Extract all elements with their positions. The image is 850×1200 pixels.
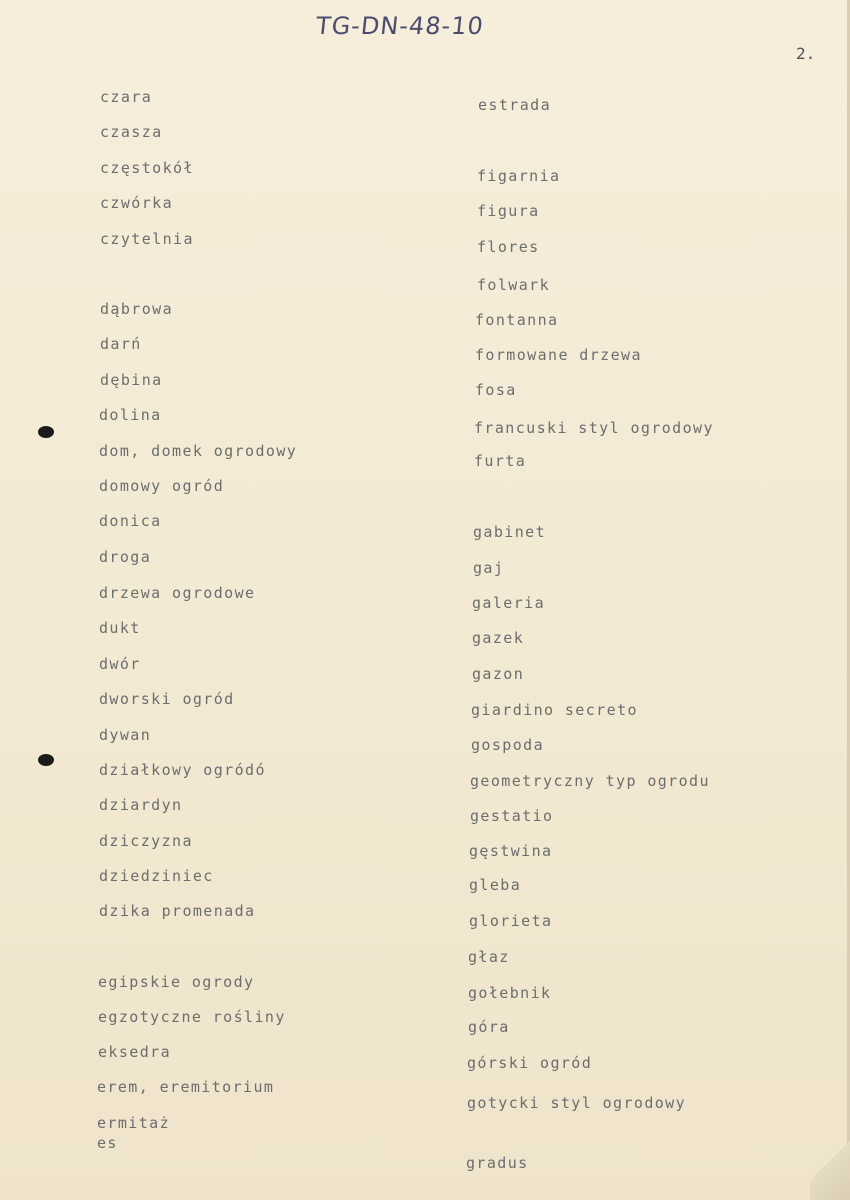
list-item: glorieta xyxy=(469,912,553,930)
list-item: furta xyxy=(474,452,527,470)
list-item: dziczyzna xyxy=(99,832,193,850)
list-item: fosa xyxy=(475,381,517,399)
list-item: gaj xyxy=(473,559,505,577)
list-item: dom, domek ogrodowy xyxy=(99,442,298,460)
list-item: dębina xyxy=(100,371,163,389)
list-item: domowy ogród xyxy=(99,477,225,495)
list-item: estrada xyxy=(478,96,552,114)
list-item: czasza xyxy=(100,123,163,141)
list-item: dolina xyxy=(99,406,162,424)
list-item: dziedziniec xyxy=(99,867,214,885)
list-item: działkowy ogródó xyxy=(99,761,266,779)
list-item: donica xyxy=(99,512,162,530)
list-item: ermitaż xyxy=(97,1114,171,1132)
list-item: gleba xyxy=(469,876,522,894)
punch-hole xyxy=(38,426,54,438)
list-item: dworski ogród xyxy=(99,690,235,708)
reference-code: TG-DN-48-10 xyxy=(314,12,486,40)
list-item: formowane drzewa xyxy=(475,346,642,364)
list-item: francuski styl ogrodowy xyxy=(474,419,714,437)
list-item: górski ogród xyxy=(467,1054,593,1072)
list-item: dywan xyxy=(99,726,152,744)
page-number: 2. xyxy=(796,44,816,63)
list-item: flores xyxy=(477,238,540,256)
list-item: gestatio xyxy=(470,807,554,825)
punch-hole xyxy=(38,754,54,766)
list-item: galeria xyxy=(472,594,546,612)
list-item: gradus xyxy=(466,1154,529,1172)
list-item: darń xyxy=(100,335,142,353)
list-item: czwórka xyxy=(100,194,174,212)
list-item: gęstwina xyxy=(469,842,553,860)
list-item: dzika promenada xyxy=(99,902,256,920)
list-item: dwór xyxy=(99,655,141,673)
list-item: drzewa ogrodowe xyxy=(99,584,256,602)
list-item: dziardyn xyxy=(99,796,183,814)
list-item: figura xyxy=(477,202,540,220)
list-item: gołebnik xyxy=(468,984,552,1002)
list-item: droga xyxy=(99,548,152,566)
list-item: głaz xyxy=(468,948,510,966)
list-item: gospoda xyxy=(471,736,545,754)
list-item: gazon xyxy=(472,665,525,683)
list-item: folwark xyxy=(477,276,551,294)
list-item: czytelnia xyxy=(100,230,194,248)
list-item: gotycki styl ogrodowy xyxy=(467,1094,687,1112)
list-item: gabinet xyxy=(473,523,547,541)
page-corner-curl xyxy=(810,1120,850,1200)
list-item: es xyxy=(97,1134,118,1152)
list-item: geometryczny typ ogrodu xyxy=(470,772,710,790)
list-item: fontanna xyxy=(475,311,559,329)
list-item: dukt xyxy=(99,619,141,637)
list-item: giardino secreto xyxy=(471,701,638,719)
list-item: egipskie ogrody xyxy=(98,973,255,991)
list-item: egzotyczne rośliny xyxy=(98,1008,286,1026)
list-item: góra xyxy=(468,1018,510,1036)
list-item: czara xyxy=(100,88,153,106)
list-item: częstokół xyxy=(100,159,194,177)
list-item: dąbrowa xyxy=(100,300,174,318)
list-item: erem, eremitorium xyxy=(97,1078,275,1096)
list-item: eksedra xyxy=(98,1043,172,1061)
list-item: figarnia xyxy=(477,167,561,185)
list-item: gazek xyxy=(472,629,525,647)
